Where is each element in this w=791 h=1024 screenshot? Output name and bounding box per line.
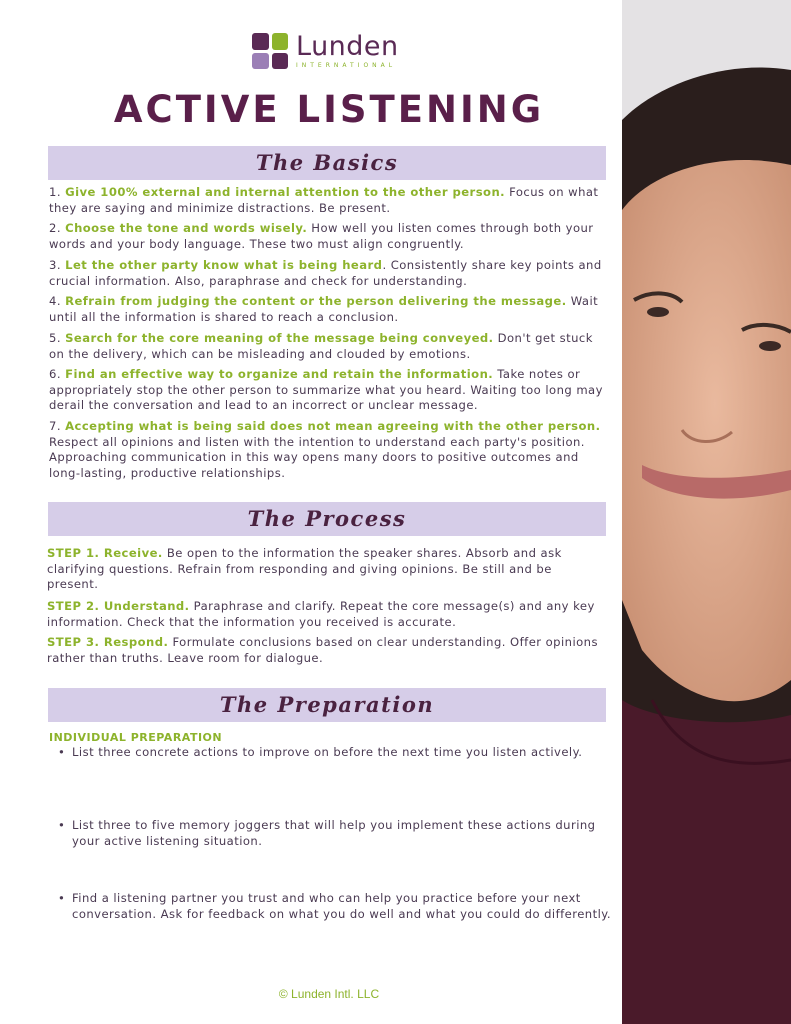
brand-logo — [252, 33, 399, 69]
basics-item: 3. Let the other party know what is being heard. Consistently share key points and crucial information. Also, paraphrase and check for understanding. — [49, 258, 602, 288]
logo-name: Lunden — [296, 31, 399, 62]
logo-subtitle: INTERNATIONAL — [296, 62, 397, 69]
process-step: STEP 3. Respond. Formulate conclusions based on clear understanding. Offer opinions rather than truths. Leave room for dialogue. — [47, 635, 598, 665]
portrait-photo — [622, 0, 791, 1024]
logo-mark-icon — [252, 33, 288, 69]
basics-item: 5. Search for the core meaning of the message being conveyed. Don't get stuck on the delivery, which can be misleading and clouded by emotions. — [49, 331, 593, 361]
basics-item: 2. Choose the tone and words wisely. How well you listen comes through both your words and your body language. These two must align congruently. — [49, 221, 594, 251]
bullet-icon: • — [58, 891, 66, 905]
section-heading-process: The Process — [48, 502, 606, 536]
basics-item: 4. Refrain from judging the content or the person delivering the message. Wait until all the information is shared to reach a conclusion. — [49, 294, 599, 324]
basics-item: 6. Find an effective way to organize and retain the information. Take notes or appropriately stop the other person to summarize what you heard. Waiting too long may derail the conversation and lead to an incorrect or unclear message. — [49, 367, 603, 412]
process-step: STEP 1. Receive. Be open to the information the speaker shares. Absorb and ask clarifying questions. Refrain from responding and giving opinions. Be still and be present. — [47, 546, 562, 591]
preparation-bullet: • List three to five memory joggers that will help you implement these actions during your active listening situation. — [58, 818, 596, 848]
preparation-subheading: INDIVIDUAL PREPARATION — [49, 731, 223, 744]
process-step: STEP 2. Understand. Paraphrase and clarify. Repeat the core message(s) and any key information. Check that the information you received is accurate. — [47, 599, 595, 629]
copyright-footer: © Lunden Intl. LLC — [278, 987, 380, 1001]
section-heading-basics: The Basics — [48, 146, 606, 180]
preparation-bullet: • List three concrete actions to improve on before the next time you listen actively. — [58, 745, 583, 759]
bullet-icon: • — [58, 818, 66, 832]
bullet-icon: • — [58, 745, 66, 759]
preparation-bullet: • Find a listening partner you trust and who can help you practice before your next conversation. Ask for feedback on what you do well and what you could do differently. — [58, 891, 612, 921]
basics-item: 1. Give 100% external and internal attention to the other person. Focus on what they are saying and minimize distractions. Be present. — [49, 185, 599, 215]
basics-item: 7. Accepting what is being said does not mean agreeing with the other person. Respect all opinions and listen with the intention to understand each party's position. Approaching communication in this way opens many doors to positive outcomes and long-lasting, productive relationships. — [49, 419, 601, 480]
page-title: ACTIVE LISTENING — [113, 88, 545, 131]
section-heading-preparation: The Preparation — [48, 688, 606, 722]
portrait-illustration — [622, 0, 791, 1024]
